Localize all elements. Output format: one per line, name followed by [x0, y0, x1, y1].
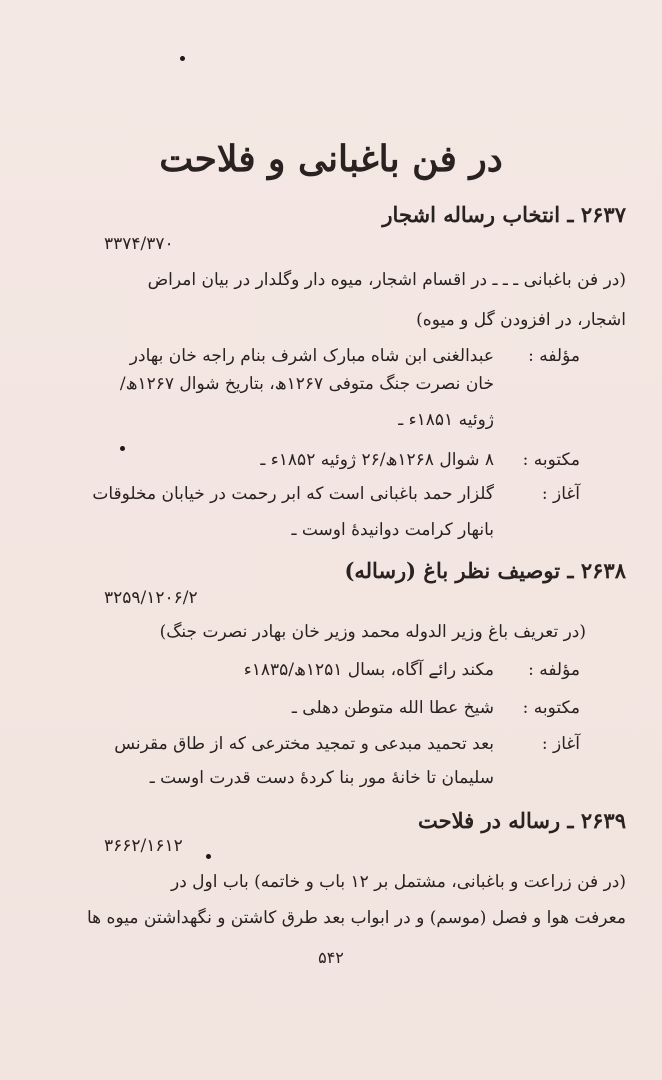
author-text: ژوئیه ۱۸۵۱ء ـ — [398, 410, 494, 430]
beginning-text: بعد تحمید مبدعی و تمجید مخترعی که از طاق مقرنس — [114, 734, 494, 754]
shelf-reference: ۳۶۶۲/۱۶۱۲ — [104, 836, 183, 856]
ink-speck — [180, 56, 185, 61]
ink-speck — [206, 854, 211, 859]
description-line: (در فن باغبانی ـ ـ ـ در اقسام اشجار، میوه دار وگلدار در بیان امراض — [147, 270, 626, 290]
entry-heading — [382, 204, 626, 225]
entry-heading — [344, 560, 626, 581]
written-text: ۸ شوال ۱۲۶۸ھ/۲۶ ژوئیه ۱۸۵۲ء ـ — [260, 450, 494, 470]
entry-number: ۲۶۳۹ — [580, 808, 626, 833]
entry-title: انتخاب رساله اشجار — [382, 202, 561, 227]
entry-dash: ـ — [560, 558, 574, 583]
entry-number: ۲۶۳۷ — [580, 202, 626, 227]
entry-heading — [418, 810, 626, 831]
page-title: در فن باغبانی و فلاحت — [159, 138, 503, 180]
entry-number: ۲۶۳۸ — [580, 558, 626, 583]
shelf-reference: ۳۲۵۹/۱۲۰۶/۲ — [104, 588, 198, 608]
written-text: شیخ عطا الله متوطن دهلی ـ — [291, 698, 494, 718]
author-label: مؤلفه : — [528, 660, 580, 680]
entry-dash: ـ — [560, 808, 574, 833]
shelf-reference: ۳۳۷۴/۳۷۰ — [104, 234, 174, 254]
description-line: اشجار، در افزودن گل و میوه) — [416, 310, 626, 330]
author-text: عبدالغنی ابن شاه مبارک اشرف بنام راجه خان بهادر — [129, 346, 494, 366]
description-line: (در فن زراعت و باغبانی، مشتمل بر ۱۲ باب و خاتمه) باب اول در — [170, 872, 626, 892]
entry-title: توصیف نظر باغ (رساله) — [344, 558, 561, 583]
beginning-text: سلیمان تا خانهٔ مور بنا کردهٔ دست قدرت اوست ـ — [149, 768, 494, 788]
beginning-text: گلزار حمد باغبانی است که ابر رحمت در خیابان مخلوقات — [92, 484, 494, 504]
beginning-label: آغاز : — [541, 484, 580, 504]
author-text: خان نصرت جنگ متوفی ۱۲۶۷ھ، بتاریخ شوال ۱۲۶۷ھ/ — [119, 374, 494, 394]
beginning-text: بانهار کرامت دوانیدهٔ اوست ـ — [291, 520, 494, 540]
ink-speck — [120, 446, 125, 451]
page-number: ۵۴۲ — [318, 948, 344, 967]
written-label: مکتوبه : — [522, 450, 580, 470]
entry-dash: ـ — [560, 202, 574, 227]
author-text: مکند رائے آگاه، بسال ۱۲۵۱ھ/۱۸۳۵ء — [243, 660, 494, 680]
author-label: مؤلفه : — [528, 346, 580, 366]
description-line: معرفت هوا و فصل (موسم) و در ابواب بعد طرق کاشتن و نگهداشتن میوه ها — [87, 908, 626, 928]
written-label: مکتوبه : — [522, 698, 580, 718]
entry-title: رساله در فلاحت — [418, 808, 561, 833]
beginning-label: آغاز : — [541, 734, 580, 754]
description-line: (در تعریف باغ وزیر الدوله محمد وزیر خان بهادر نصرت جنگ) — [159, 622, 586, 642]
